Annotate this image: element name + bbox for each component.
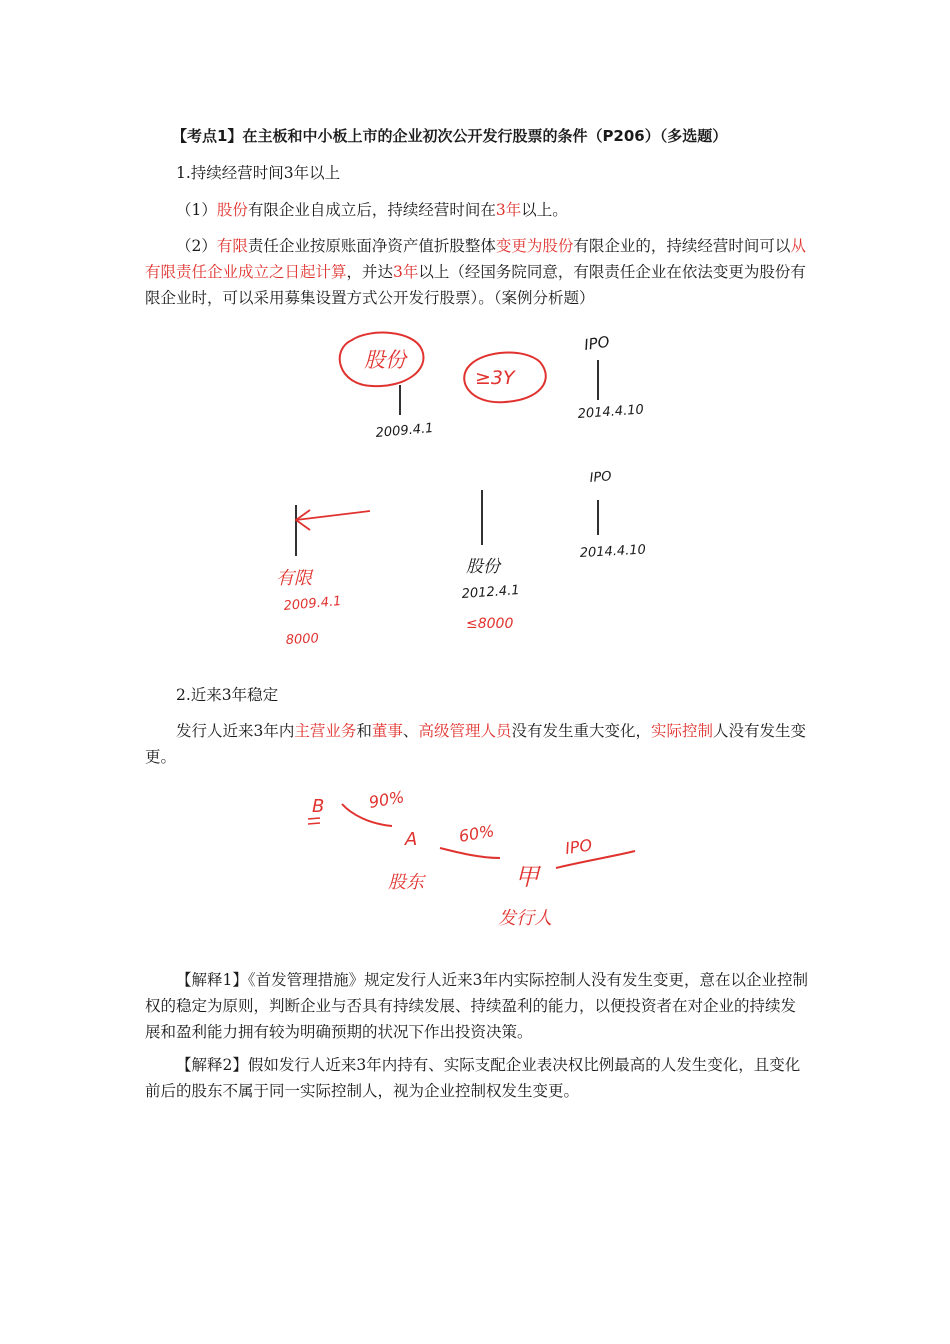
shareholder-label: 股东 — [388, 872, 424, 893]
item1-end: 以上。 — [521, 201, 568, 219]
item2-highlight-start: 从有限责任企业成立之日起计算 — [145, 237, 806, 281]
item2-highlight-change: 变更为股份 — [495, 237, 574, 255]
issuer-label: 发行人 — [498, 908, 552, 929]
youxian-date: 2009.4.1 — [283, 593, 343, 614]
gufen-label: 股份 — [466, 557, 500, 577]
circle-gufen-label: 股份 — [364, 348, 406, 372]
item2-highlight-3years: 3年 — [393, 263, 419, 281]
section2-heading: 2.近来3年稳定 — [176, 686, 279, 704]
s2-text-e: 人没有发生变更。 — [145, 722, 806, 766]
item1-text: 有限企业自成立后，持续经营时间在 — [247, 201, 496, 219]
youxian-amount: 8000 — [285, 631, 320, 648]
pct-60: 60% — [457, 821, 496, 846]
s2-text-b: 和 — [356, 722, 372, 740]
s2-highlight-control: 实际控制 — [650, 722, 713, 740]
page-title: 【考点1】在主板和中小板上市的企业初次公开发行股票的条件（P206）（多选题） — [172, 127, 728, 145]
s2-text-a: 发行人近来3年内 — [176, 722, 295, 740]
s2-highlight-directors: 董事 — [371, 722, 403, 740]
s2-text-d: 没有发生重大变化， — [511, 722, 651, 740]
section1-heading: 1.持续经营时间3年以上 — [176, 164, 341, 182]
section2-body — [145, 718, 809, 770]
s2-highlight-managers: 高级管理人员 — [418, 722, 512, 740]
ipo-label: IPO — [563, 835, 594, 858]
date-2009-top: 2009.4.1 — [375, 420, 435, 441]
s2-text-c: 、 — [402, 722, 419, 740]
section1-item2 — [145, 233, 809, 311]
item2-text-d: 以上（经国务院同意，有限责任企业在依法变更为股份有限企业时，可以采用募集设置方式公开发行股票）。（案例分析题） — [145, 263, 806, 307]
explanation-2: 【解释2】假如发行人近来3年内持有、实际支配企业表决权比例最高的人发生变化，且变化前后的股东不属于同一实际控制人，视为企业控制权发生变更。 — [145, 1056, 801, 1100]
ipo-lower-date: 2014.4.10 — [579, 542, 647, 561]
item1-highlight-gufen: 股份 — [216, 201, 248, 219]
ipo-lower-label: IPO — [589, 469, 613, 486]
youxian-label: 有限 — [276, 568, 312, 589]
section1-item1 — [176, 197, 568, 223]
item1-prefix: （1） — [176, 201, 217, 219]
item2-text-c: ，并达 — [346, 263, 394, 281]
node-b: B — [312, 796, 325, 817]
node-a: A — [405, 829, 418, 850]
explanation-1: 【解释1】《首发管理措施》规定发行人近来3年内实际控制人没有发生变更，意在以企业控制权的稳定为原则，判断企业与否具有持续发展、持续盈利的能力，以便投资者在对企业的持续发展和盈利能力拥有较为明确预期的状况下作出投资决策。 — [145, 971, 808, 1041]
gufen-amount: ≤8000 — [466, 616, 514, 632]
item2-text-b: 有限企业的，持续经营时间可以 — [573, 237, 791, 255]
item2-highlight-youxian: 有限 — [216, 237, 248, 255]
item1-highlight-3years: 3年 — [495, 201, 522, 219]
ipo-top-date: 2014.4.10 — [577, 402, 645, 422]
gufen-date: 2012.4.1 — [461, 582, 521, 602]
s2-highlight-business: 主营业务 — [294, 722, 357, 740]
pct-90: 90% — [367, 787, 406, 812]
item2-prefix: （2） — [176, 237, 217, 255]
ipo-top-label: IPO — [583, 332, 611, 354]
node-jia: 甲 — [515, 863, 539, 891]
circle-3y-label: ≥3Y — [475, 367, 515, 389]
item2-text-a: 责任企业按原账面净资产值折股整体 — [247, 237, 496, 255]
